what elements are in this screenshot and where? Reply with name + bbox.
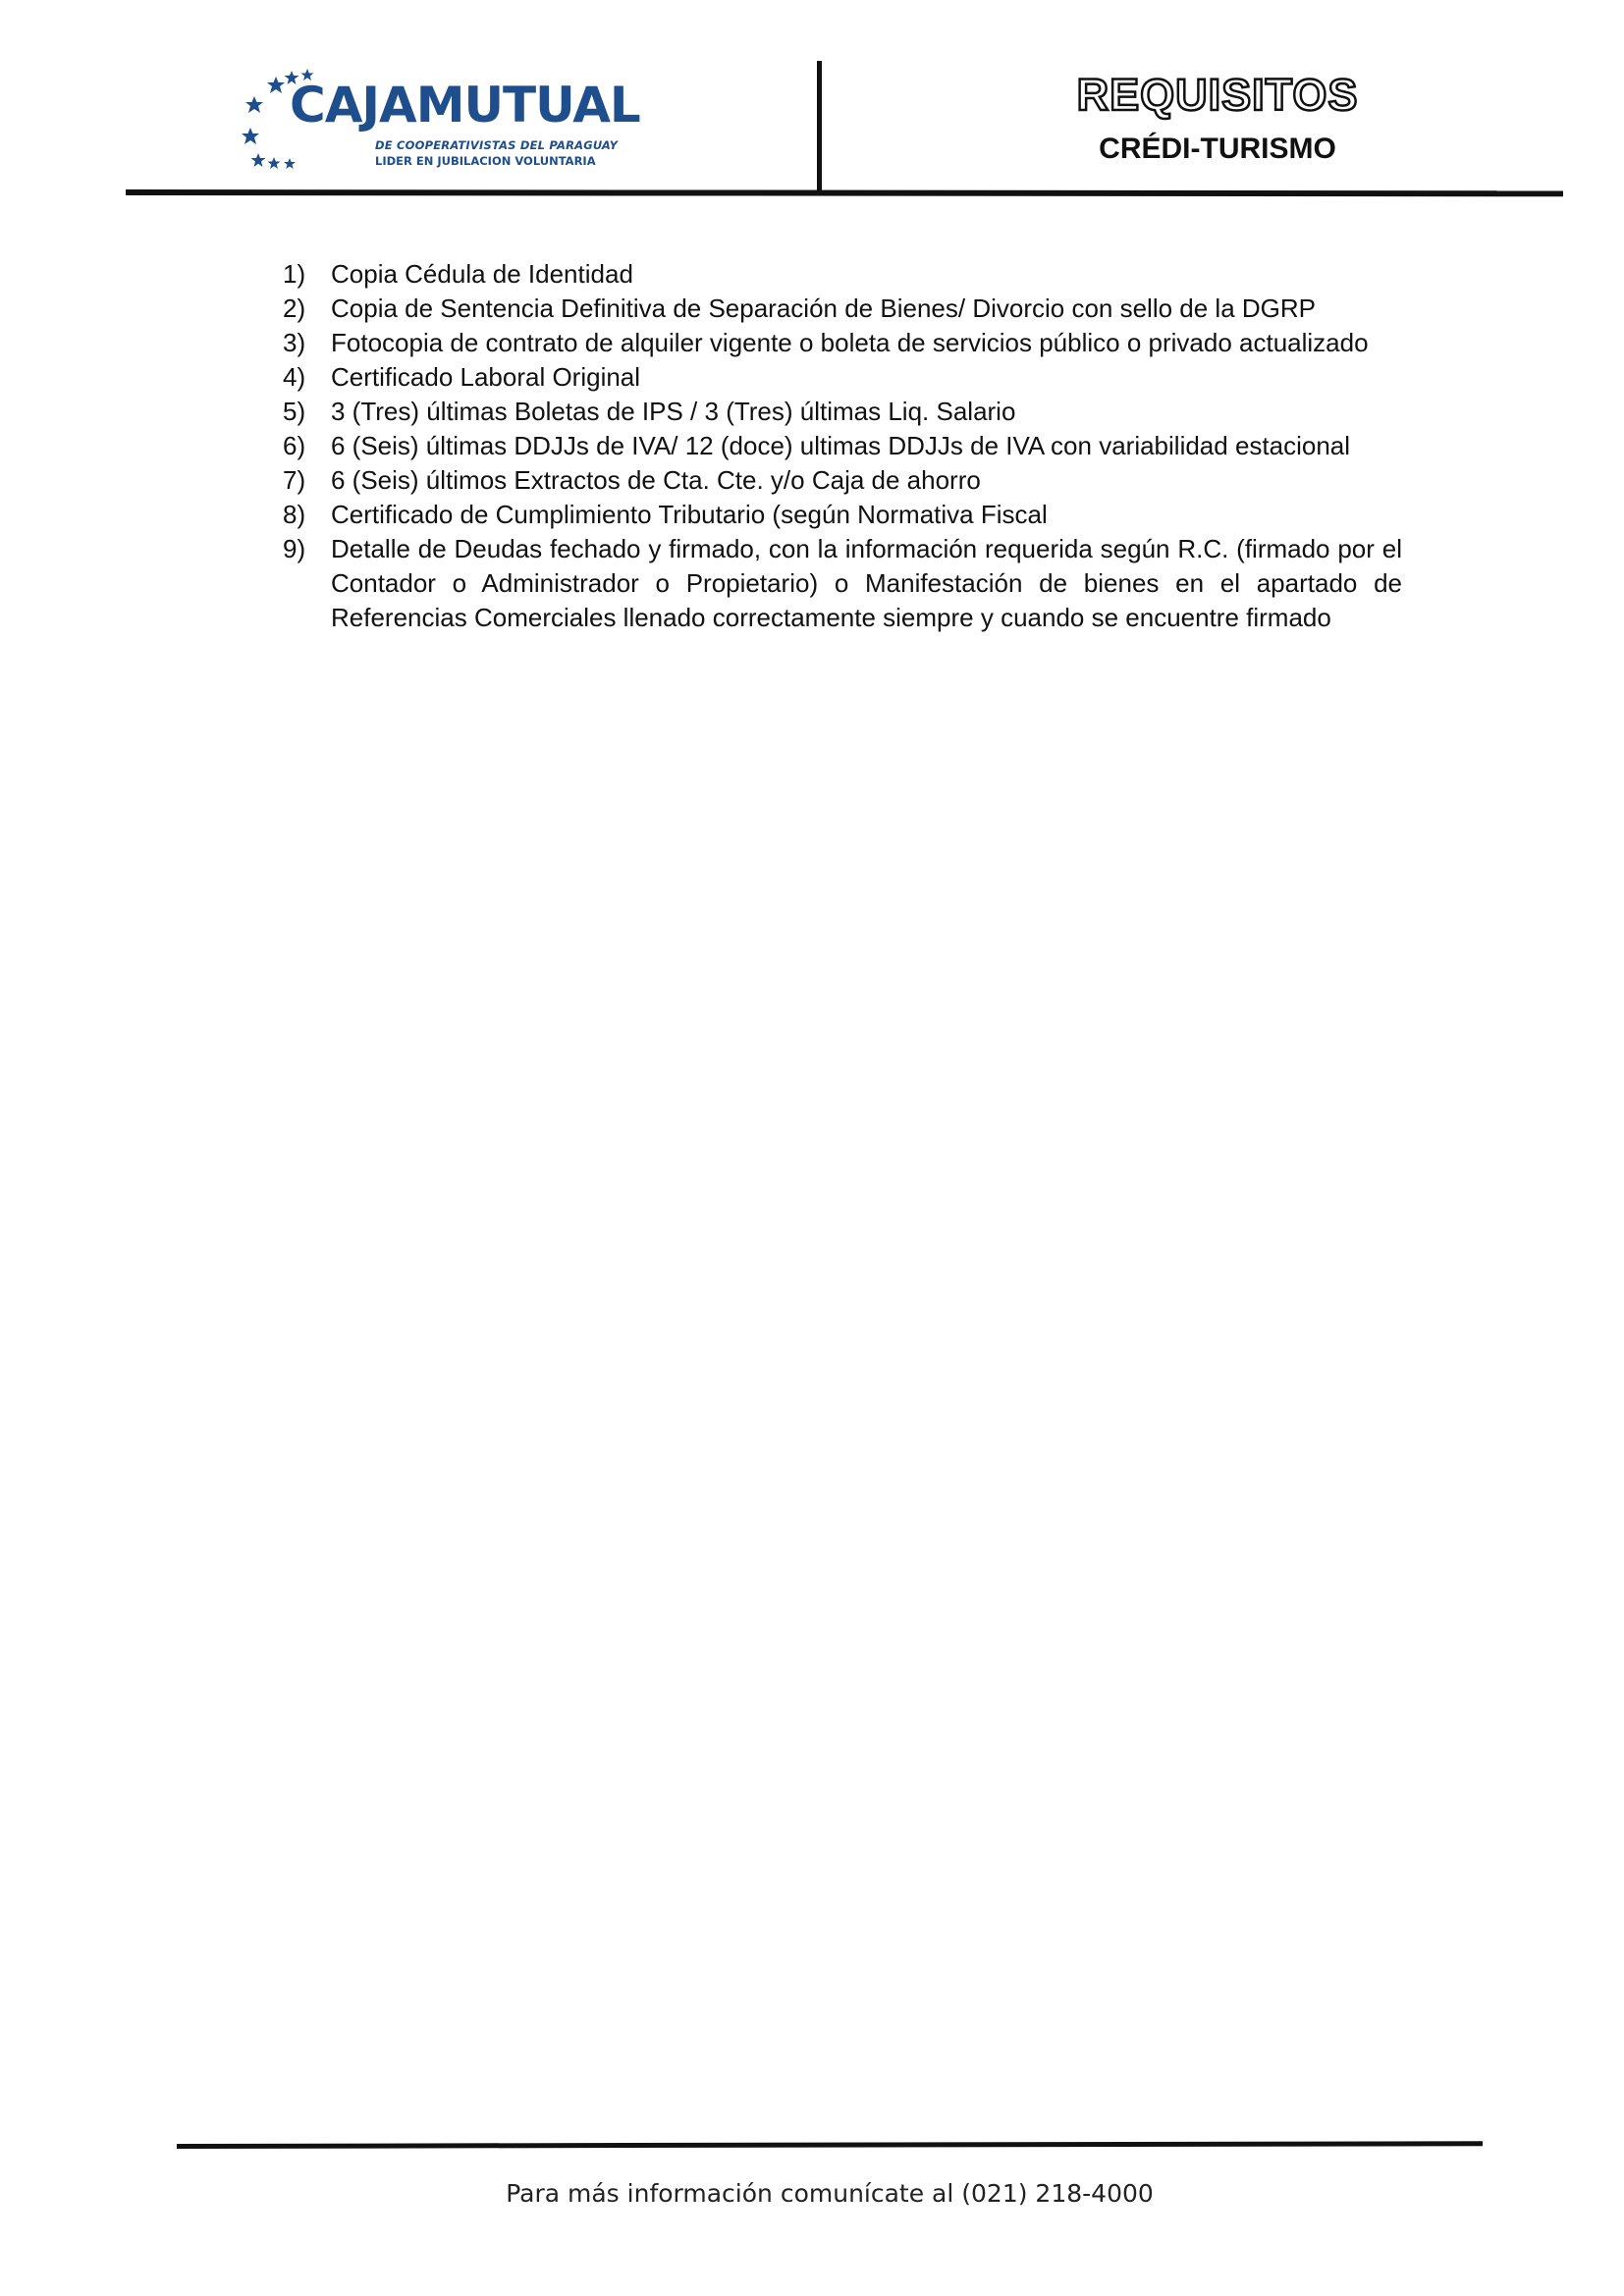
list-item xyxy=(283,532,1402,635)
list-item-number: 5) xyxy=(283,397,306,426)
list-item xyxy=(283,395,1402,429)
header-vertical-divider xyxy=(817,61,822,192)
list-item xyxy=(283,326,1402,360)
list-item-number: 1) xyxy=(283,259,306,289)
list-item-text: 6 (Seis) últimos Extractos de Cta. Cte. y/o Caja de ahorro xyxy=(331,465,981,495)
header-horizontal-rule xyxy=(126,189,1563,196)
list-item xyxy=(283,498,1402,532)
company-logo xyxy=(241,67,640,175)
list-item-text: 3 (Tres) últimas Boletas de IPS / 3 (Tres) últimas Liq. Salario xyxy=(331,397,1016,426)
list-item xyxy=(283,257,1402,292)
page-subtitle: CRÉDI-TURISMO xyxy=(1099,133,1336,165)
list-item-text: Detalle de Deudas fechado y firmado, con la información requerida según R.C. (firmado por el Contador o Administrador o Propietario) o Manifestación de bienes en el apartado de Referencias Comerciales llenado correctamente siempre y cuando se encuentre firmado xyxy=(331,534,1402,632)
list-item-number: 4) xyxy=(283,362,306,392)
list-item-text: Fotocopia de contrato de alquiler vigente o boleta de servicios público o privado actualizado xyxy=(331,328,1369,357)
requirements-list xyxy=(283,257,1402,635)
list-item xyxy=(283,360,1402,395)
list-item-number: 2) xyxy=(283,294,306,323)
list-item-number: 7) xyxy=(283,465,306,495)
list-item-text: Copia Cédula de Identidad xyxy=(331,259,633,289)
footer-horizontal-rule xyxy=(177,2141,1483,2149)
list-item-number: 6) xyxy=(283,431,306,460)
list-item-number: 3) xyxy=(283,328,306,357)
list-item xyxy=(283,463,1402,498)
logo-wordmark: CAJAMUTUAL xyxy=(290,77,640,133)
list-item-text: Certificado de Cumplimiento Tributario (según Normativa Fiscal xyxy=(331,500,1048,529)
footer-contact-text: Para más información comunícate al (021) 218-4000 xyxy=(506,2179,1154,2208)
list-item-number: 8) xyxy=(283,500,306,529)
list-item xyxy=(283,292,1402,326)
list-item-text: Copia de Sentencia Definitiva de Separación de Bienes/ Divorcio con sello de la DGRP xyxy=(331,294,1317,323)
list-item xyxy=(283,429,1402,463)
list-item-text: Certificado Laboral Original xyxy=(331,362,641,392)
page-title: REQUISITOS xyxy=(1076,70,1359,120)
logo-tagline: LIDER EN JUBILACION VOLUNTARIA xyxy=(375,154,596,168)
list-item-number: 9) xyxy=(283,534,306,563)
logo-subtitle: DE COOPERATIVISTAS DEL PARAGUAY xyxy=(375,138,619,152)
list-item-text: 6 (Seis) últimas DDJJs de IVA/ 12 (doce) ultimas DDJJs de IVA con variabilidad estacional xyxy=(331,431,1351,460)
